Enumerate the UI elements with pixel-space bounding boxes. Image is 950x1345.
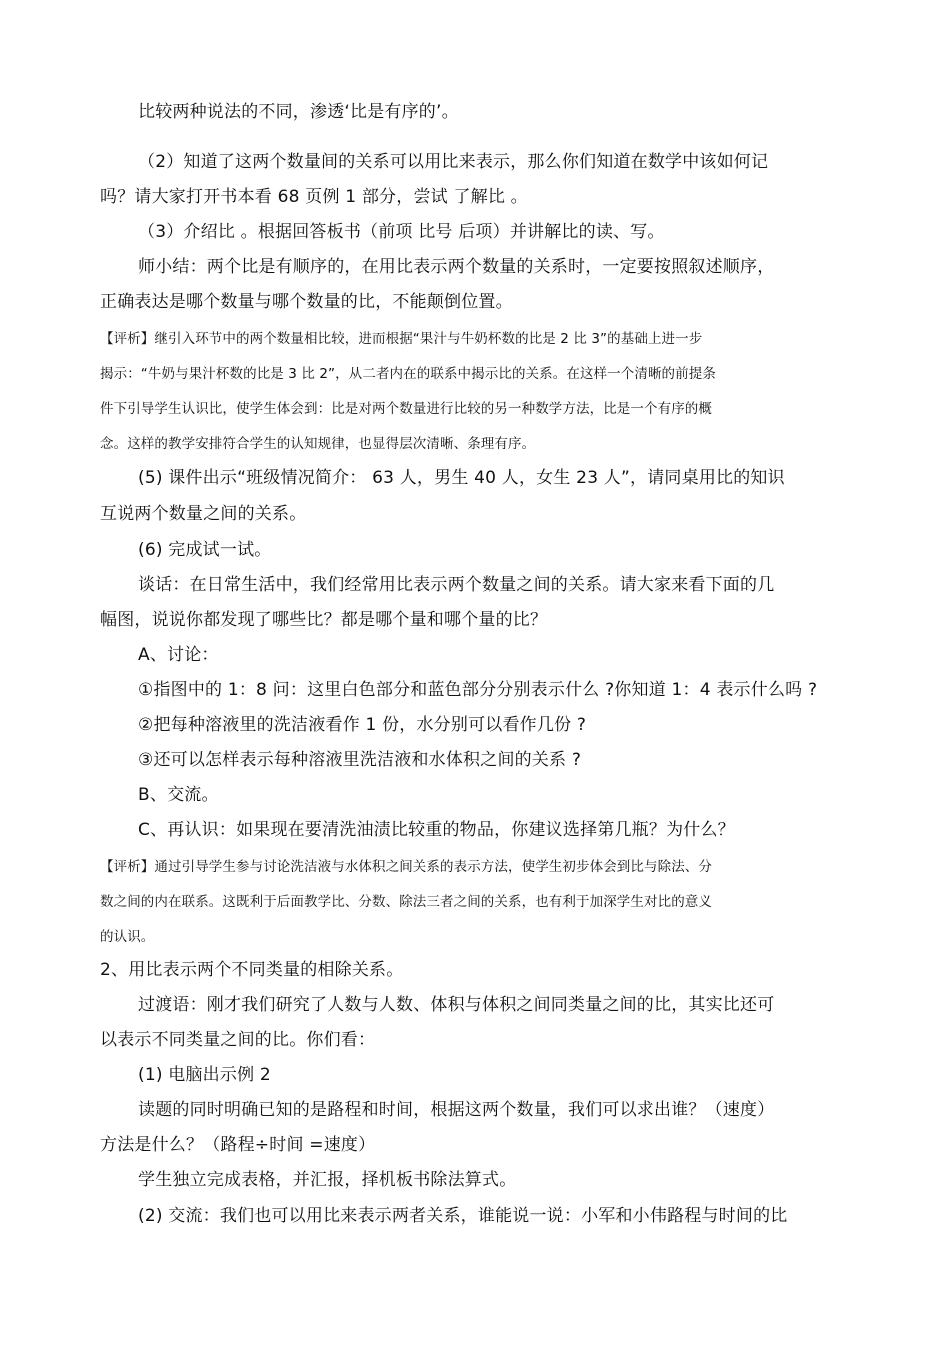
comment-line: 件下引导学生认识比，使学生体会到：比是对两个数量进行比较的另一种数学方法，比是一个有序的概 [100, 401, 712, 417]
text-line: ③还可以怎样表示每种溶液里洗洁液和水体积之间的关系 ? [138, 750, 582, 770]
text-line: 谈话：在日常生活中，我们经常用比表示两个数量之间的关系。请大家来看下面的几 [138, 575, 775, 595]
text-line: 学生独立完成表格，并汇报，择机板书除法算式。 [138, 1170, 517, 1190]
text-line: 读题的同时明确已知的是路程和时间，根据这两个数量，我们可以求出谁？（速度） [138, 1100, 775, 1120]
comment-line: 数之间的内在联系。这既利于后面教学比、分数、除法三者之间的关系，也有利于加深学生对比的意义 [100, 894, 712, 910]
text-line: B、交流。 [138, 785, 219, 805]
text-line: A、讨论： [138, 645, 219, 665]
comment-line: 【评析】继引入环节中的两个数量相比较，进而根据“果汁与牛奶杯数的比是 2 比 3”的基础上进一步 [100, 331, 703, 347]
text-line: 幅图，说说你都发现了哪些比？都是哪个量和哪个量的比？ [100, 610, 548, 630]
text-line: (2) 交流：我们也可以用比来表示两者关系，谁能说一说：小军和小伟路程与时间的比 [138, 1206, 788, 1226]
comment-line: 念。这样的教学安排符合学生的认知规律，也显得层次清晰、条理有序。 [100, 436, 536, 452]
text-line: （2）知道了这两个数量间的关系可以用比来表示，那么你们知道在数学中该如何记 [138, 152, 769, 172]
text-line: 师小结：两个比是有顺序的，在用比表示两个数量的关系时，一定要按照叙述顺序， [138, 257, 775, 277]
text-line: 吗？请大家打开书本看 68 页例 1 部分，尝试 了解比 。 [100, 187, 528, 207]
text-line: 方法是什么？（路程÷时间 =速度） [100, 1135, 376, 1155]
text-line: C、再认识：如果现在要清洗油渍比较重的物品，你建议选择第几瓶？为什么？ [138, 820, 735, 840]
comment-line: 【评析】通过引导学生参与讨论洗洁液与水体积之间关系的表示方法，使学生初步体会到比与除法、分 [100, 859, 712, 875]
text-line: 过渡语：刚才我们研究了人数与人数、体积与体积之间同类量之间的比，其实比还可 [138, 995, 775, 1015]
text-line: (6) 完成试一试。 [138, 540, 272, 560]
section-heading: 2、用比表示两个不同类量的相除关系。 [100, 960, 404, 980]
text-line: 正确表达是哪个数量与哪个数量的比，不能颠倒位置。 [100, 292, 513, 312]
text-line: 以表示不同类量之间的比。你们看： [100, 1030, 376, 1050]
text-line: 互说两个数量之间的关系。 [100, 504, 307, 524]
text-line: ①指图中的 1：8 问：这里白色部分和蓝色部分分别表示什么 ?你知道 1：4 表示什么吗 ? [138, 680, 818, 700]
text-line: (1) 电脑出示例 2 [138, 1065, 271, 1085]
text-line: (5) 课件出示“班级情况简介： 63 人，男生 40 人，女生 23 人”，请同桌用比的知识 [138, 468, 785, 488]
text-line: ②把每种溶液里的洗洁液看作 1 份，水分别可以看作几份 ? [138, 715, 587, 735]
text-line: （3）介绍比 。根据回答板书（前项 比号 后项）并讲解比的读、写。 [138, 222, 665, 242]
text-line: 比较两种说法的不同，渗透‘比是有序的’。 [138, 102, 459, 122]
comment-line: 揭示：“牛奶与果汁杯数的比是 3 比 2”，从二者内在的联系中揭示比的关系。在这样一个清晰的前提条 [100, 366, 716, 382]
comment-line: 的认识。 [100, 929, 155, 945]
